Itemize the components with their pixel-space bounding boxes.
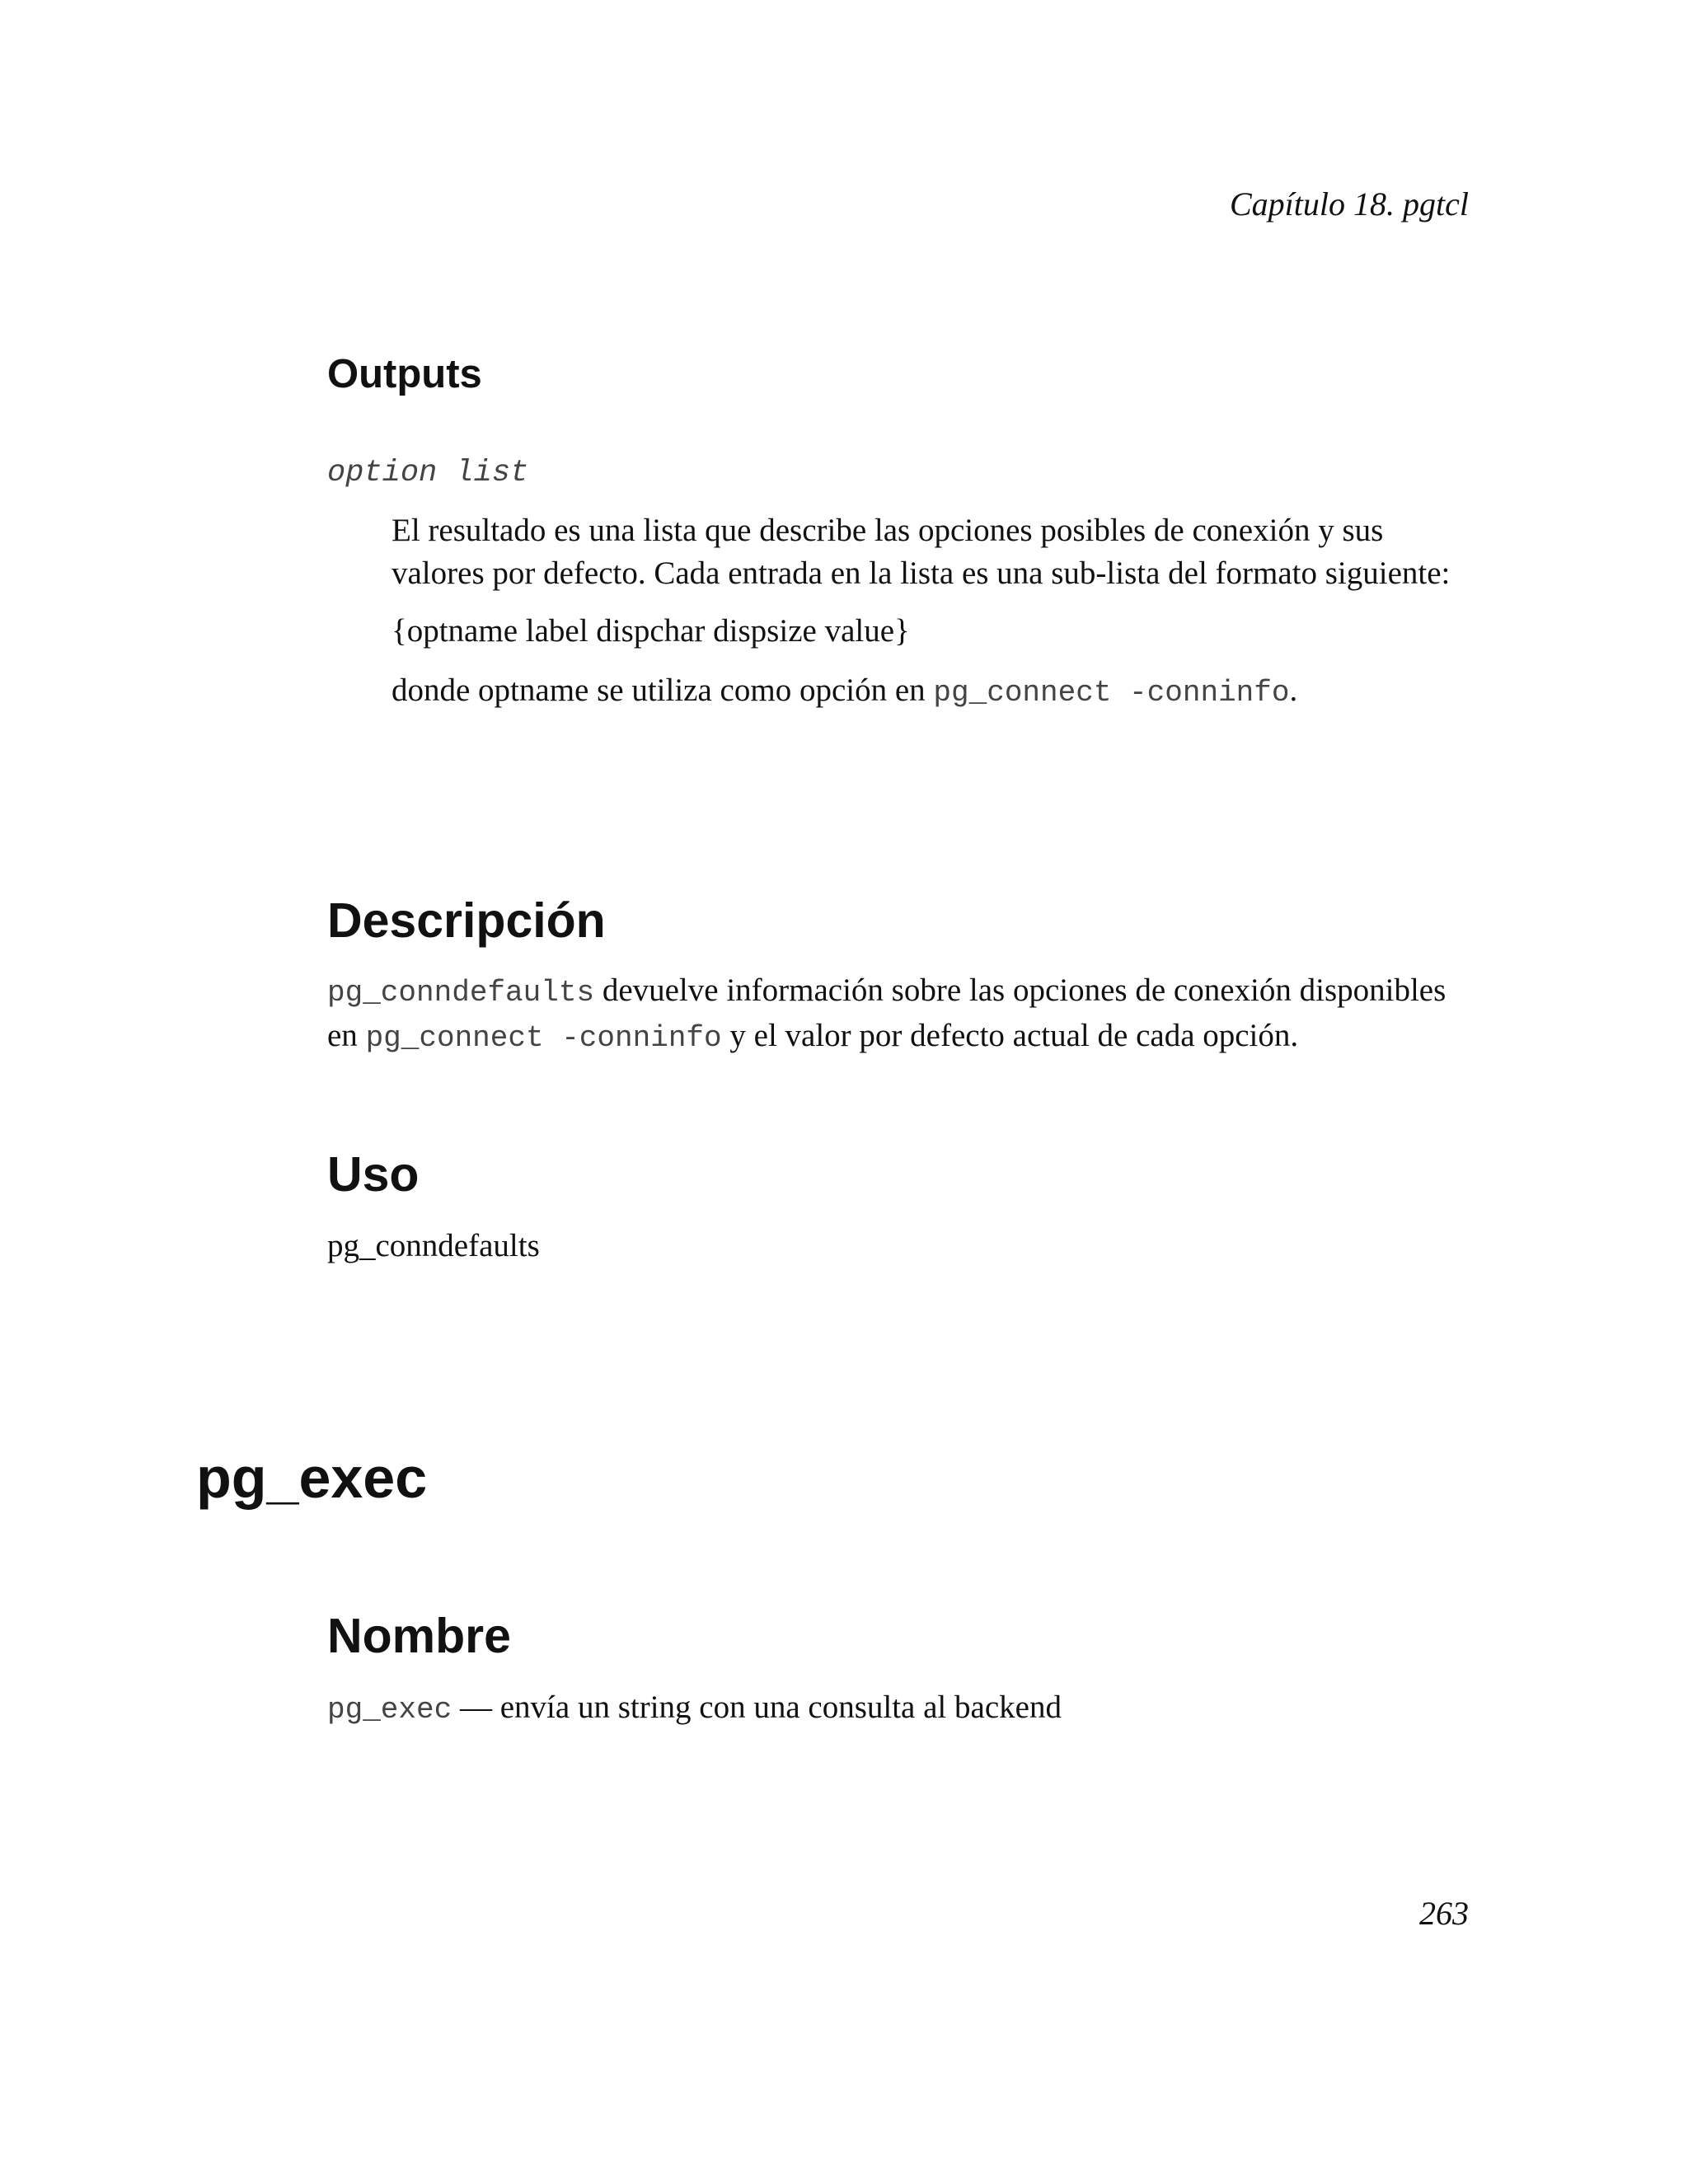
nombre-code: pg_exec	[327, 1693, 452, 1727]
refentry-title: pg_exec	[196, 1446, 428, 1510]
descripcion-heading: Descripción	[327, 893, 606, 948]
option-format: {optname label dispchar dispsize value}	[392, 613, 910, 649]
descripcion-text-1: devuelve información sobre las opciones de conexión disponibles	[594, 972, 1447, 1008]
option-list-term: option list	[327, 456, 529, 490]
descripcion-paragraph	[327, 969, 1446, 1060]
optname-usage-lead: donde optname se utiliza como opción en	[392, 673, 934, 708]
descripcion-code-2: pg_connect -conninfo	[365, 1021, 722, 1055]
description-line-1: El resultado es una lista que describe las opciones posibles de conexión y sus	[392, 513, 1384, 548]
descripcion-line-1	[327, 969, 1446, 1015]
page-number: 263	[1419, 1895, 1469, 1932]
running-header: Capítulo 18. pgtcl	[1230, 185, 1469, 223]
outputs-heading: Outputs	[327, 352, 482, 396]
uso-text: pg_conndefaults	[327, 1228, 540, 1263]
uso-heading: Uso	[327, 1147, 420, 1202]
description-line-2: valores por defecto. Cada entrada en la lista es una sub-lista del formato siguiente:	[392, 555, 1451, 591]
nombre-heading: Nombre	[327, 1609, 511, 1663]
descripcion-text-3: y el valor por defecto actual de cada opción.	[721, 1018, 1299, 1053]
nombre-text: — envía un string con una consulta al backend	[452, 1690, 1062, 1725]
optname-usage-code: pg_connect -conninfo	[933, 676, 1290, 710]
descripcion-code-1: pg_conndefaults	[327, 976, 595, 1010]
optname-usage-text	[392, 669, 1297, 715]
descripcion-text-2: en	[327, 1018, 366, 1053]
option-list-description	[392, 509, 1450, 595]
nombre-paragraph	[327, 1686, 1062, 1732]
optname-usage-end: .	[1289, 673, 1298, 708]
descripcion-line-2	[327, 1015, 1446, 1060]
